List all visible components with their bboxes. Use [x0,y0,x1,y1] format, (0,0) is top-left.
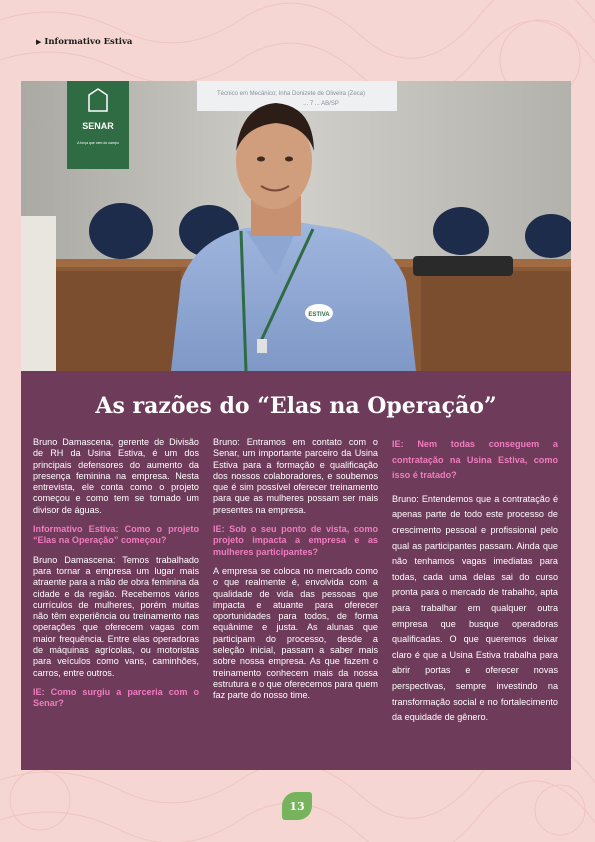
paragraph: Bruno Damascena, gerente de Divisão de RH da Usina Estiva, é um dos principais defensores do aumento da presença feminina na empresa. Nesta entrevista, ele conta como o projeto começou e como tem se tornado um divisor de águas. [33,437,199,515]
question: Informativo Estiva: Como o projeto “Elas na Operação” começou? [33,524,199,546]
screen-text-2: ... 7 ... AB/SP [303,101,339,107]
article-column-3 [392,437,558,734]
header-label: Informativo Estiva [44,37,133,47]
banner-tagline: A força que vem do campo [77,141,119,145]
page-number: 13 [289,799,305,813]
photo-illustration [21,81,571,371]
paragraph: Bruno Damascena: Temos trabalhado para tornar a empresa um lugar mais atraente para a mão de obra feminina da cidade e da região. Recebemos vários currículos de mulheres, porém muitas não têm experiência ou treinamento nas operações que oferecem vagas com maior frequência. Entre elas operadoras de máquinas agrícolas, ou motoristas para veículos como vans, caminhões, carros, entre outros. [33,554,199,678]
question: IE: Nem todas conseguem a contratação na Usina Estiva, como isso é tratado? [392,439,558,481]
shirt-logo: ESTIVA [308,312,330,318]
article-panel [21,371,571,770]
screen-text-1: Técnico em Mecânico; Inha Donizete de Oliveira (Zeca) [216,91,366,97]
running-header [36,37,132,47]
article-column-1 [33,437,199,718]
question: IE: Como surgiu a parceria com o Senar? [33,686,199,709]
triangle-right-icon: ▶ [36,37,42,46]
question: IE: Sob o seu ponto de vista, como projeto impacta a empresa e as mulheres participantes? [213,524,378,557]
paragraph: Bruno: Entendemos que a contratação é apenas parte de todo este processo de crescimento pessoal e profissional pelo qual as participantes passam. Ainda que não tenhamos vagas imediatas para todas, cada uma delas sai do curso pronta para o mercado de trabalho, apta para trabalhar em qualquer outra empresa que busque operadoras qualificadas. O que queremos deixar claro é que a Usina Estiva trabalha para abrir portas e oferecer novas perspectivas, sempre investindo na transformação social e no fortalecimento da equidade de gênero. [392,493,558,723]
article-column-2 [213,437,378,710]
paragraph: A empresa se coloca no mercado como o que realmente é, envolvida com a qualidade de vida das pessoas que impacta e atuante para oferecer oportunidades para todos, de forma equânime e justa. As alunas que participam do processo, desde a seleção inicial, passam a saber mais sobre nossa empresa. As que fazem o treinamento conhecem mais da nossa estrutura e o que oferecemos para quem faz parte do nosso time. [213,565,378,701]
banner-brand: SENAR [82,121,114,131]
article-title: As razões do “Elas na Operação” [95,393,497,419]
paragraph: Bruno: Entramos em contato com o Senar, um importante parceiro da Usina Estiva para a formação e qualificação dos nossos colaboradores, e soubemos que é sim possível oferecer treinamento para que as mulheres possam ser mais presentes na empresa. [213,437,378,515]
page-number-badge [282,792,312,820]
interview-photo [21,81,571,371]
